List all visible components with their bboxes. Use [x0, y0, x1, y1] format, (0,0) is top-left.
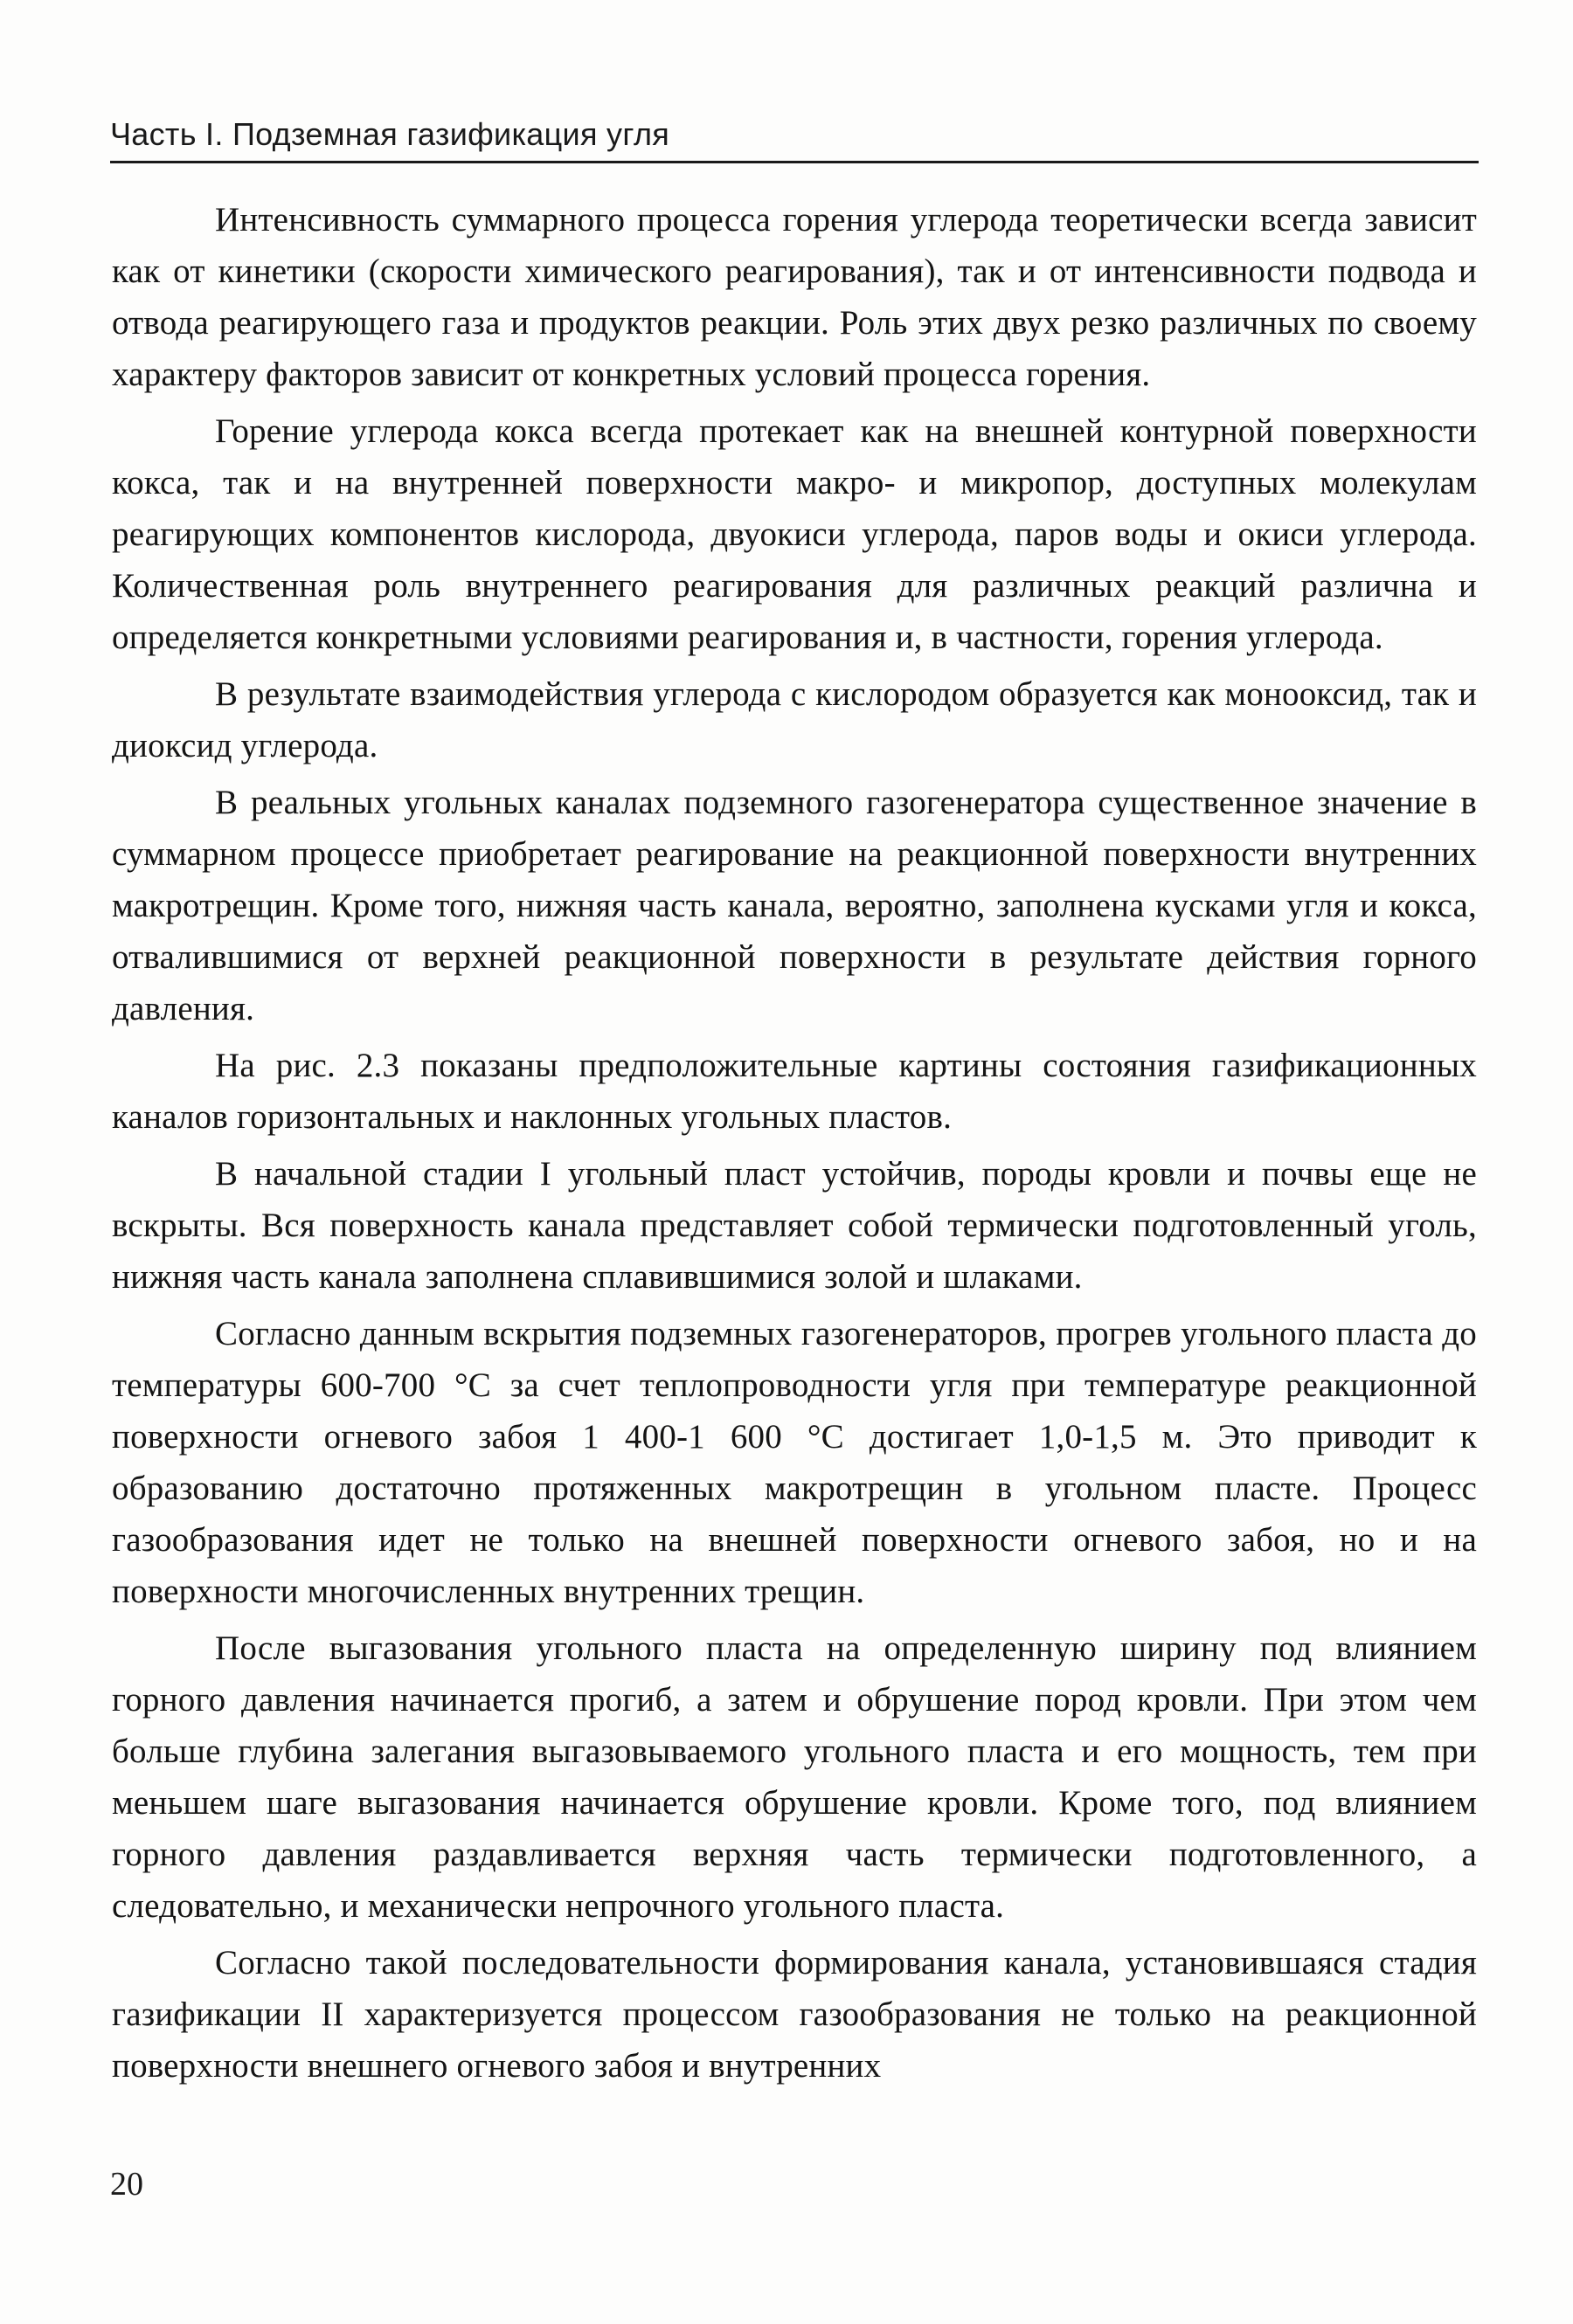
paragraph: После выгазования угольного пласта на определенную ширину под влиянием горного давления начинается прогиб, а затем и обрушение пород кровли. При этом чем больше глубина залегания выгазовываемого угольного пласта и его мощность, тем при меньшем шаге выгазования начинается обрушение кровли. Кроме того, под влиянием горного давления раздавливается верхняя часть термически подготовленного, а следовательно, и механически непрочного угольного пласта. [112, 1629, 1477, 1925]
paragraph: На рис. 2.3 показаны предположительные картины состояния газификационных каналов горизонтальных и наклонных угольных пластов. [112, 1047, 1477, 1136]
paragraph: В начальной стадии I угольный пласт устойчив, породы кровли и почвы еще не вскрыты. Вся поверхность канала представляет собой термически подготовленный уголь, нижняя часть канала заполнена сплавившимися золой и шлаками. [112, 1155, 1477, 1296]
paragraph: Горение углерода кокса всегда протекает как на внешней контурной поверхности кокса, так и на внутренней поверхности макро- и микропор, доступных молекулам реагирующих компонентов кислорода, двуокиси углерода, паров воды и окиси углерода. Количественная роль внутреннего реагирования для различных реакций различна и определяется конкретными условиями реагирования и, в частности, горения углерода. [112, 412, 1477, 656]
page-number: 20 [110, 2166, 143, 2203]
paragraph: В результате взаимодействия углерода с кислородом образуется как монооксид, так и диоксид углерода. [112, 675, 1477, 764]
paragraph: Согласно данным вскрытия подземных газогенераторов, прогрев угольного пласта до температуры 600-700 °С за счет теплопроводности угля при температуре реакционной поверхности огневого забоя 1 400-1 600 °С достигает 1,0-1,5 м. Это приводит к образованию достаточно протяженных макротрещин в угольном пласте. Процесс газообразования идет не только на внешней поверхности огневого забоя, но и на поверхности многочисленных внутренних трещин. [112, 1315, 1477, 1610]
paragraph: В реальных угольных каналах подземного газогенератора существенное значение в суммарном процессе приобретает реагирование на реакционной поверхности внутренних макротрещин. Кроме того, нижняя часть канала, вероятно, заполнена кусками угля и кокса, отвалившимися от верхней реакционной поверхности в результате действия горного давления. [112, 784, 1477, 1027]
body-text [112, 194, 1477, 2097]
running-header: Часть I. Подземная газификация угля [110, 116, 670, 152]
paragraph: Согласно такой последовательности формирования канала, установившаяся стадия газификации II характеризуется процессом газообразования не только на реакционной поверхности внешнего огневого забоя и внутренних [112, 1944, 1477, 2085]
paragraph: Интенсивность суммарного процесса горения углерода теоретически всегда зависит как от кинетики (скорости химического реагирования), так и от интенсивности подвода и отвода реагирующего газа и продуктов реакции. Роль этих двух резко различных по своему характеру факторов зависит от конкретных условий процесса горения. [112, 201, 1477, 393]
header-rule [110, 161, 1479, 163]
